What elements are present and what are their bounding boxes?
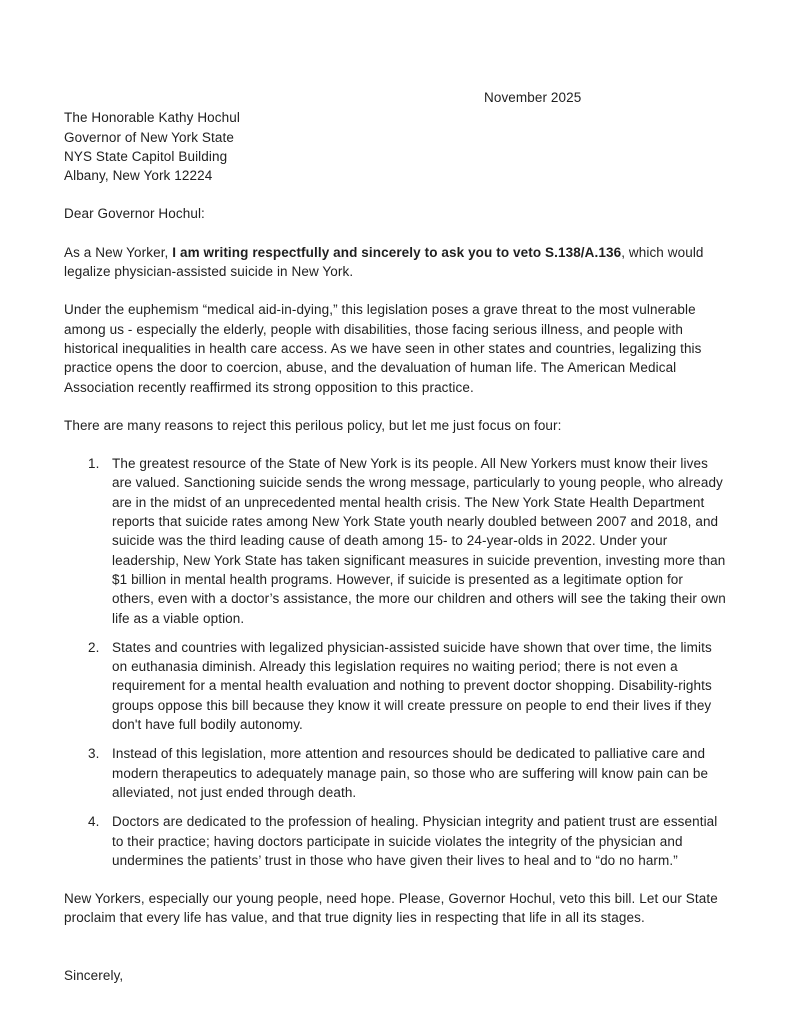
closing-paragraph: New Yorkers, especially our young people, need hope. Please, Governor Hochul, veto this bill. Let our State proclaim that every life has value, and that true dignity lies in respecting that life in all its stages. bbox=[64, 891, 718, 926]
recipient-building: NYS State Capitol Building bbox=[64, 148, 228, 164]
signoff: Sincerely, bbox=[64, 967, 124, 983]
list-item bbox=[88, 744, 727, 802]
list-item-number: 3. bbox=[88, 746, 100, 762]
recipient-address bbox=[64, 108, 727, 185]
letter-date: November 2025 bbox=[484, 90, 582, 105]
list-item-text: Doctors are dedicated to the profession of healing. Physician integrity and patient trust are essential to their practice; having doctors participate in suicide violates the integrity of the physician and undermines the patients’ trust in those who have given their lives to heal and to “do no harm.” bbox=[112, 814, 718, 868]
opening-pre: As a New Yorker, bbox=[64, 244, 173, 260]
reasons-list bbox=[64, 454, 727, 870]
list-item-text: The greatest resource of the State of New York is its people. All New Yorkers must know their lives are valued. Sanctioning suicide sends the wrong message, particularly to young people, who already are in the midst of an unprecedented mental health crisis. The New York State Health Department reports that suicide rates among New York State youth nearly doubled between 2007 and 2018, and suicide was the third leading cause of death among 15- to 24-year-olds in 2022. Under your leadership, New York State has taken significant measures in suicide prevention, investing more than $1 billion in mental health programs. However, if suicide is presented as a legitimate option for others, even with a doctor’s assistance, the more our children and others will see the taking their own life as a viable option. bbox=[112, 456, 726, 626]
recipient-title: Governor of New York State bbox=[64, 129, 234, 145]
recipient-city: Albany, New York 12224 bbox=[64, 168, 213, 184]
opening-bold-request: I am writing respectfully and sincerely to ask you to veto S.138/A.136 bbox=[172, 244, 622, 260]
salutation: Dear Governor Hochul: bbox=[64, 206, 205, 222]
list-item bbox=[88, 812, 727, 870]
reasons-intro-paragraph: There are many reasons to reject this perilous policy, but let me just focus on four: bbox=[64, 417, 562, 433]
list-item-text: Instead of this legislation, more attention and resources should be dedicated to palliative care and modern therapeutics to adequately manage pain, so those who are suffering will know pain can be alleviated, not just ended through death. bbox=[112, 746, 709, 800]
list-item-text: States and countries with legalized physician-assisted suicide have shown that over time, the limits on euthanasia diminish. Already this legislation requires no waiting period; there is not even a requirement for a mental health evaluation and nothing to prevent doctor shopping. Disability-rights groups oppose this bill because they know it will create pressure on people to end their lives if they don't have full bodily autonomy. bbox=[112, 639, 712, 733]
list-item-number: 2. bbox=[88, 639, 100, 655]
threat-paragraph: Under the euphemism “medical aid-in-dying,” this legislation poses a grave threat to the most vulnerable among us - especially the elderly, people with disabilities, those facing serious illness, and people with historical inequalities in health care access. As we have seen in other states and countries, legalizing this practice opens the door to coercion, abuse, and the devaluation of human life. The American Medical Association recently reaffirmed its strong opposition to this practice. bbox=[64, 302, 702, 395]
recipient-name: The Honorable Kathy Hochul bbox=[64, 110, 240, 126]
list-item-number: 1. bbox=[88, 456, 100, 472]
opening-paragraph bbox=[64, 243, 727, 282]
list-item bbox=[88, 638, 727, 734]
list-item bbox=[88, 454, 727, 628]
opening-post: , which would legalize physician-assisted suicide in New York. bbox=[64, 244, 704, 280]
list-item-number: 4. bbox=[88, 814, 100, 830]
